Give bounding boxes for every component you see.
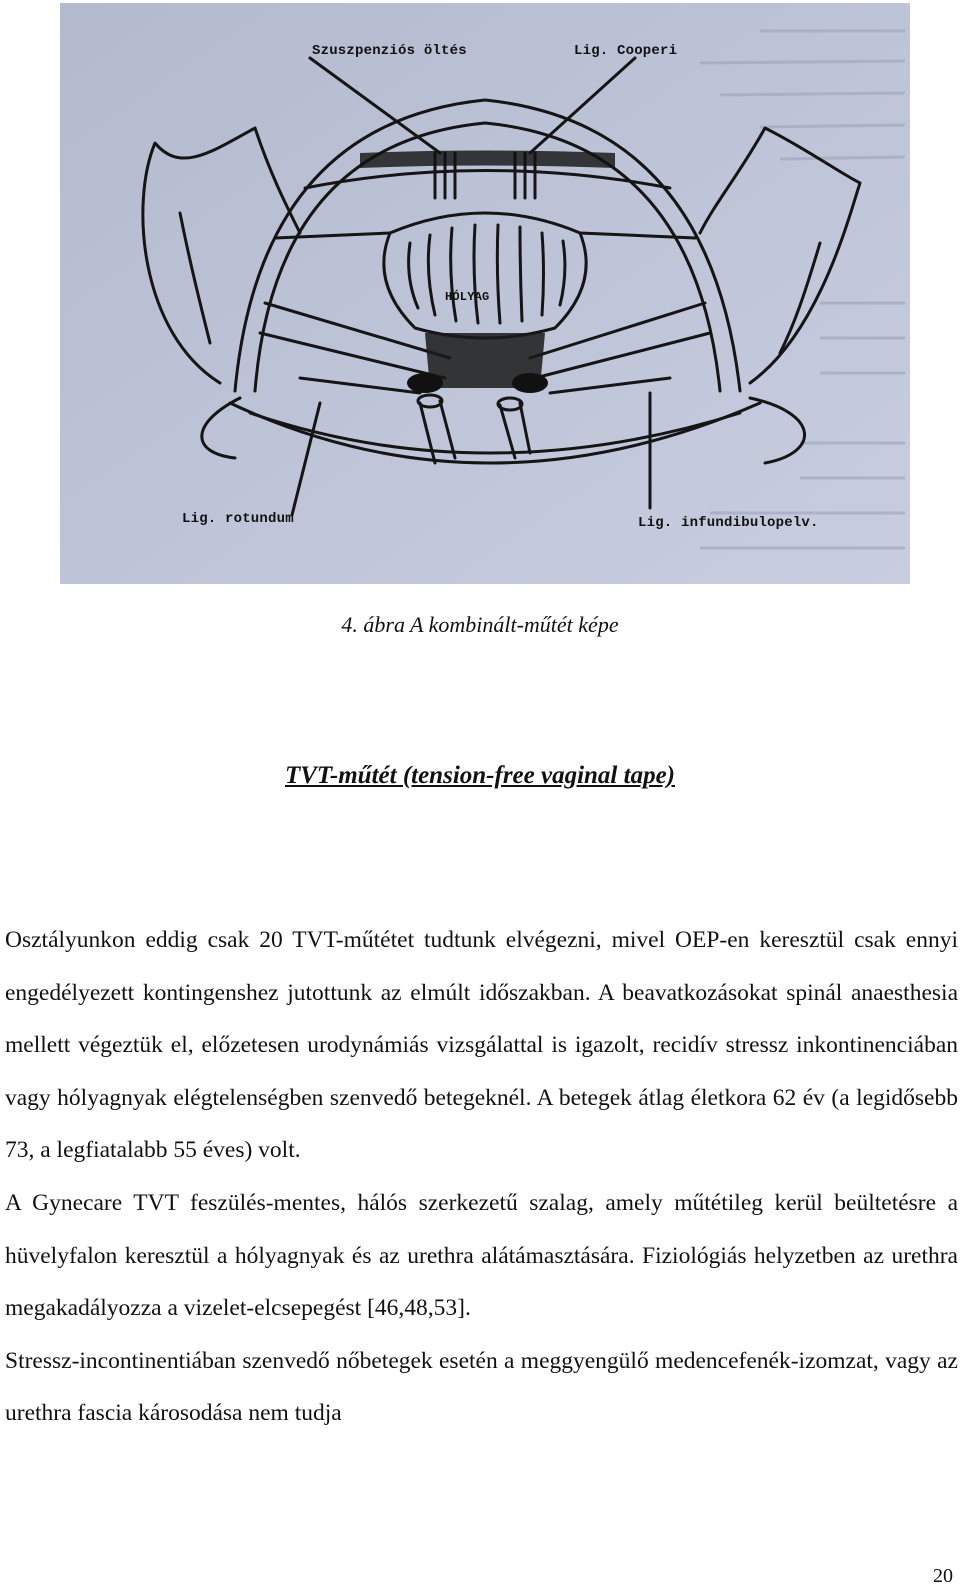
- paragraph: Osztályunkon eddig csak 20 TVT-műtétet tudtunk elvégezni, mivel OEP-en keresztül csak ennyi engedélyezett kontingenshez jutottunk az elmúlt időszakban. A beavatkozásokat spinál anaesthesia mellett végeztük el, előzetesen urodynámiás vizsgálattal is igazolt, recidív stressz inkontinenciában vagy hólyagnyak elégtelenségben szenvedő betegeknél. A betegek átlag életkora 62 év (a legidősebb 73, a legfiatalabb 55 éves) volt.: [5, 927, 958, 1164]
- suspension-suture-label: Szuszpenziós öltés: [312, 43, 467, 59]
- paragraph: A Gynecare TVT feszülés-mentes, hálós szerkezetű szalag, amely műtétileg kerül beültetésre a hüvelyfalon keresztül a hólyagnyak és az urethra alátámasztására. Fiziológiás helyzetben az urethra megakadályozza a vizelet-elcsepegést [46,48,53].: [5, 1189, 958, 1322]
- cooper-ligament-label: Lig. Cooperi: [574, 43, 678, 59]
- figure-caption: 4. ábra A kombinált-műtét képe: [341, 612, 619, 637]
- bladder-label: HÓLYAG: [445, 290, 490, 304]
- section-title: TVT-műtét (tension-free vaginal tape): [284, 762, 675, 789]
- body-text: [5, 914, 958, 1440]
- round-ligament-label: Lig. rotundum: [182, 511, 294, 527]
- infundibulopelvic-ligament-label: Lig. infundibulopelv.: [638, 515, 819, 531]
- surgical-illustration: [60, 3, 910, 584]
- page-number: 20: [933, 1565, 953, 1587]
- paragraph: Stressz-incontinentiában szenvedő nőbetegek esetén a meggyengülő medencefenék-izomzat, vagy az urethra fascia károsodása nem tudja: [5, 1347, 958, 1427]
